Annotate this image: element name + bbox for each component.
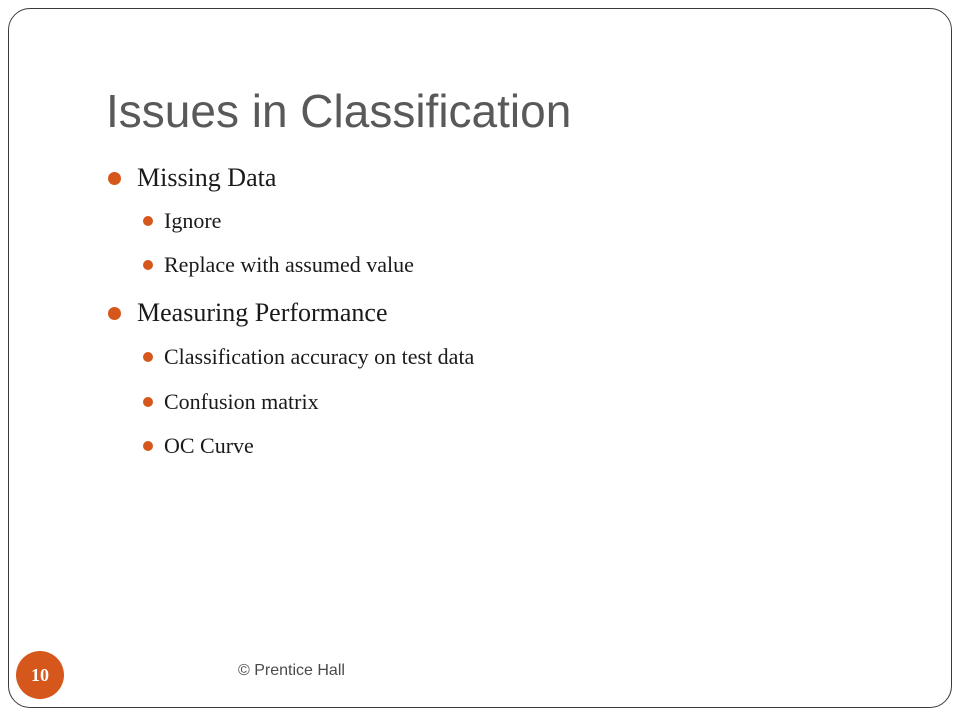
bullet-text: Missing Data xyxy=(137,163,277,192)
bullet-item xyxy=(108,298,388,328)
bullet-dot-icon xyxy=(143,352,153,362)
bullet-dot-icon xyxy=(143,397,153,407)
bullet-dot-icon xyxy=(143,260,153,270)
sub-bullet-item xyxy=(143,389,319,415)
bullet-item xyxy=(108,163,276,193)
sub-bullet-item xyxy=(143,344,474,370)
bullet-text: OC Curve xyxy=(164,433,254,458)
page-number-badge: 10 xyxy=(16,651,64,699)
footer-copyright: © Prentice Hall xyxy=(238,662,345,679)
sub-bullet-item xyxy=(143,252,414,278)
bullet-text: Confusion matrix xyxy=(164,389,319,414)
bullet-dot-icon xyxy=(108,172,121,185)
bullet-text: Ignore xyxy=(164,208,222,233)
bullet-text: Replace with assumed value xyxy=(164,252,414,277)
sub-bullet-item xyxy=(143,433,254,459)
bullet-dot-icon xyxy=(143,216,153,226)
bullet-text: Classification accuracy on test data xyxy=(164,344,475,369)
sub-bullet-item xyxy=(143,208,221,234)
slide-title: Issues in Classification xyxy=(106,85,572,137)
bullet-text: Measuring Performance xyxy=(137,298,388,327)
bullet-dot-icon xyxy=(108,307,121,320)
bullet-dot-icon xyxy=(143,441,153,451)
